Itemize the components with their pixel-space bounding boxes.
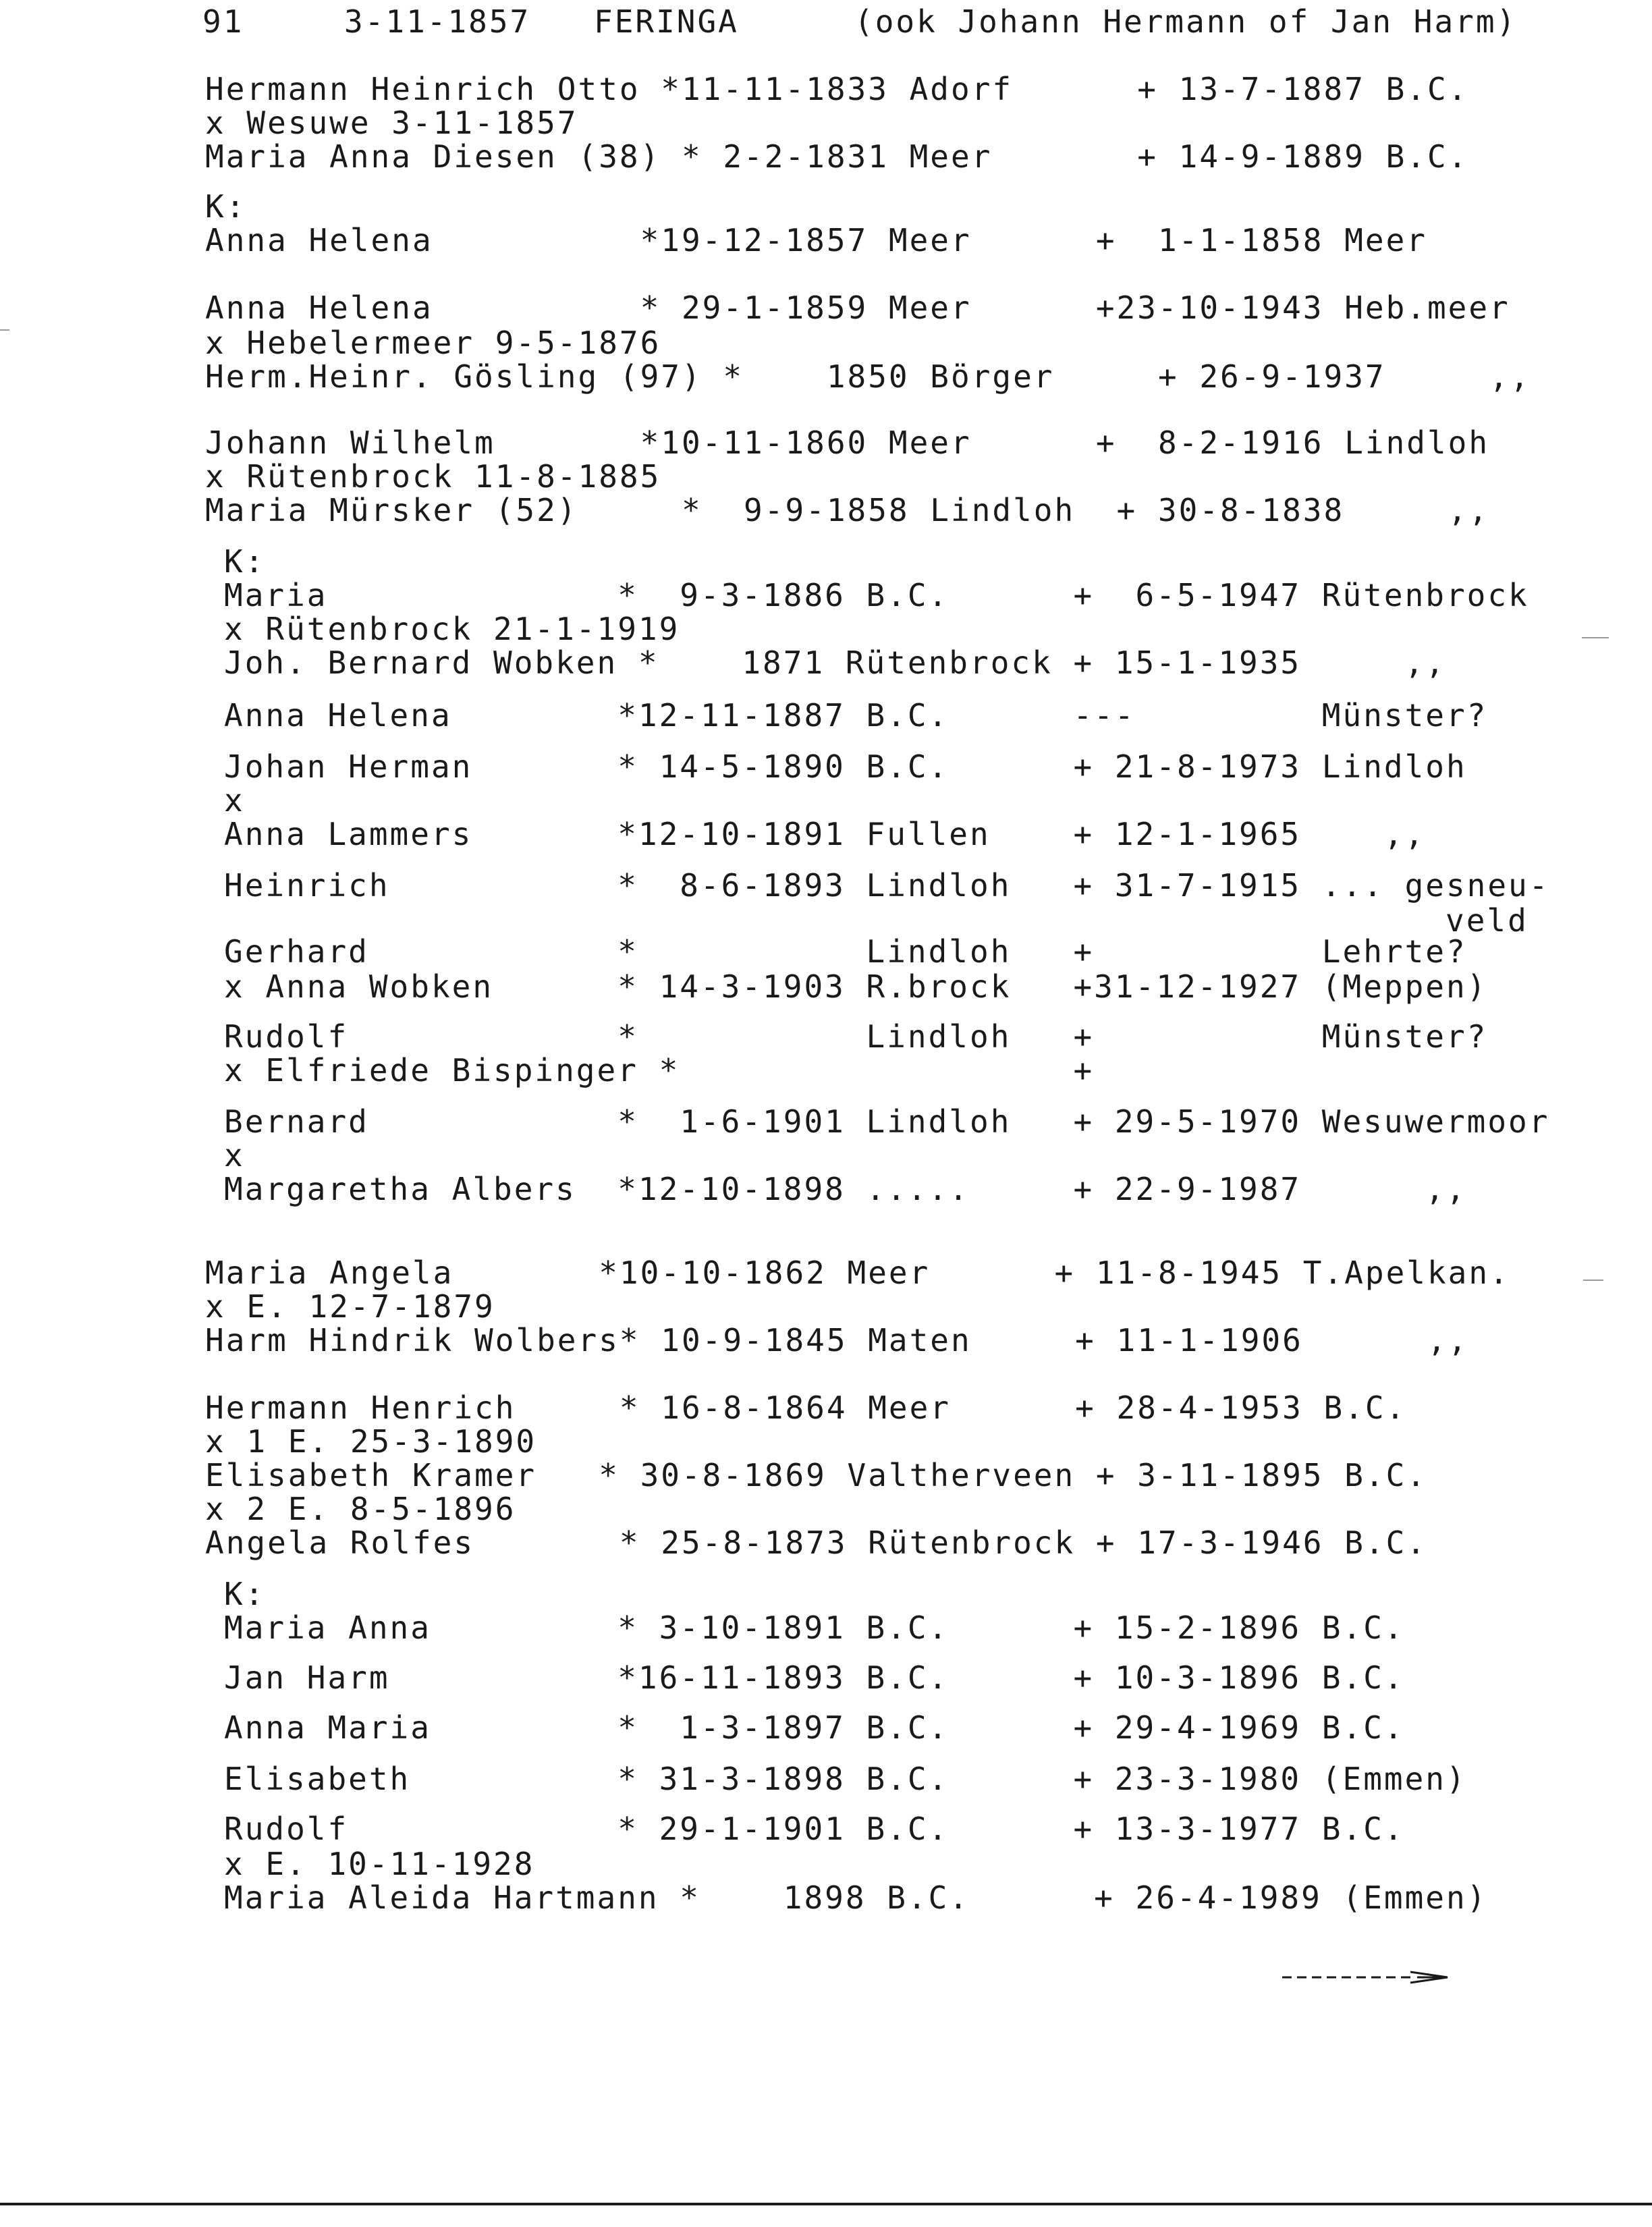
record-number: 91 bbox=[202, 3, 244, 40]
child-line: Maria Angela *10-10-1862 Meer + 11-8-1945 T.Apelkan. bbox=[205, 1255, 1510, 1291]
children-label: K: bbox=[205, 188, 247, 225]
family-name-note: (ook Johann Hermann of Jan Harm) bbox=[854, 3, 1518, 40]
child-line: Hermann Henrich * 16-8-1864 Meer + 28-4-1953 B.C. bbox=[205, 1390, 1407, 1426]
spouse-line: Angela Rolfes * 25-8-1873 Rütenbrock + 17-3-1946 B.C. bbox=[205, 1524, 1427, 1561]
bottom-rule bbox=[0, 2203, 1652, 2205]
grandchild-line: Anna Helena *12-11-1887 B.C. --- Münster? bbox=[224, 697, 1488, 734]
spouse-line: Herm.Heinr. Gösling (97) * 1850 Börger + 26-9-1937 ,, bbox=[205, 358, 1531, 395]
grandchild-line: Bernard * 1-6-1901 Lindloh + 29-5-1970 Wesuwermoor bbox=[224, 1103, 1550, 1140]
scan-mark bbox=[1583, 1280, 1603, 1281]
marriage-line: x 2 E. 8-5-1896 bbox=[205, 1491, 516, 1527]
marriage-line: x bbox=[224, 782, 245, 819]
grandchild-line: Jan Harm *16-11-1893 B.C. + 10-3-1896 B.C. bbox=[224, 1659, 1405, 1696]
spouse-line: Maria Aleida Hartmann * 1898 B.C. + 26-4-1989 (Emmen) bbox=[224, 1879, 1488, 1916]
scan-mark bbox=[0, 329, 9, 331]
spouse-line: Maria Mürsker (52) * 9-9-1858 Lindloh + 30-8-1838 ,, bbox=[205, 492, 1490, 528]
continuation-arrow-icon bbox=[1282, 1969, 1451, 1985]
grandchild-line: Rudolf * Lindloh + Münster? bbox=[224, 1018, 1488, 1055]
marriage-line: x bbox=[224, 1137, 245, 1174]
grandchild-line: Elisabeth * 31-3-1898 B.C. + 23-3-1980 (Emmen) bbox=[224, 1761, 1467, 1797]
grandchild-line: Maria * 9-3-1886 B.C. + 6-5-1947 Rütenbrock bbox=[224, 577, 1529, 613]
scan-mark bbox=[1582, 637, 1609, 638]
children-label: K: bbox=[224, 543, 266, 580]
spouse-line: x Elfriede Bispinger * + bbox=[224, 1052, 1095, 1089]
mother-line: Maria Anna Diesen (38) * 2-2-1831 Meer + 14-9-1889 B.C. bbox=[205, 138, 1469, 175]
spouse-line: Joh. Bernard Wobken * 1871 Rütenbrock + 15-1-1935 ,, bbox=[224, 644, 1446, 681]
father-line: Hermann Heinrich Otto *11-11-1833 Adorf + 13-7-1887 B.C. bbox=[205, 71, 1469, 107]
grandchild-line: Maria Anna * 3-10-1891 B.C. + 15-2-1896 B.C. bbox=[224, 1610, 1405, 1646]
marriage-line: x Wesuwe 3-11-1857 bbox=[205, 105, 578, 141]
marriage-line: x Hebelermeer 9-5-1876 bbox=[205, 325, 661, 361]
spouse-line: Anna Lammers *12-10-1891 Fullen + 12-1-1965 ,, bbox=[224, 816, 1426, 852]
marriage-line: x E. 10-11-1928 bbox=[224, 1846, 535, 1882]
marriage-line: x E. 12-7-1879 bbox=[205, 1288, 495, 1325]
grandchild-line: Heinrich * 8-6-1893 Lindloh + 31-7-1915 ... gesneu- bbox=[224, 867, 1550, 904]
spouse-line: Harm Hindrik Wolbers* 10-9-1845 Maten + 11-1-1906 ,, bbox=[205, 1322, 1469, 1358]
marriage-line: x Rütenbrock 21-1-1919 bbox=[224, 611, 680, 647]
family-name: FERINGA bbox=[594, 3, 739, 40]
spouse-line: Margaretha Albers *12-10-1898 ..... + 22-9-1987 ,, bbox=[224, 1171, 1467, 1207]
marriage-line: x Rütenbrock 11-8-1885 bbox=[205, 458, 661, 495]
grandchild-line: Gerhard * Lindloh + Lehrte? bbox=[224, 933, 1467, 970]
grandchild-line: Johan Herman * 14-5-1890 B.C. + 21-8-1973 Lindloh bbox=[224, 748, 1467, 785]
spouse-line: Elisabeth Kramer * 30-8-1869 Valtherveen + 3-11-1895 B.C. bbox=[205, 1457, 1427, 1493]
marriage-line: x 1 E. 25-3-1890 bbox=[205, 1423, 537, 1460]
grandchild-line: Rudolf * 29-1-1901 B.C. + 13-3-1977 B.C. bbox=[224, 1811, 1405, 1847]
grandchild-line: Anna Maria * 1-3-1897 B.C. + 29-4-1969 B.C. bbox=[224, 1709, 1405, 1746]
child-line: Johann Wilhelm *10-11-1860 Meer + 8-2-1916 Lindloh bbox=[205, 424, 1490, 461]
spouse-line: x Anna Wobken * 14-3-1903 R.brock +31-12-1927 (Meppen) bbox=[224, 968, 1488, 1005]
child-line: Anna Helena * 29-1-1859 Meer +23-10-1943 Heb.meer bbox=[205, 290, 1510, 326]
record-date: 3-11-1857 bbox=[344, 3, 531, 40]
continuation-text: veld bbox=[1446, 902, 1529, 939]
child-line: Anna Helena *19-12-1857 Meer + 1-1-1858 Meer bbox=[205, 222, 1427, 258]
children-label: K: bbox=[224, 1576, 266, 1612]
